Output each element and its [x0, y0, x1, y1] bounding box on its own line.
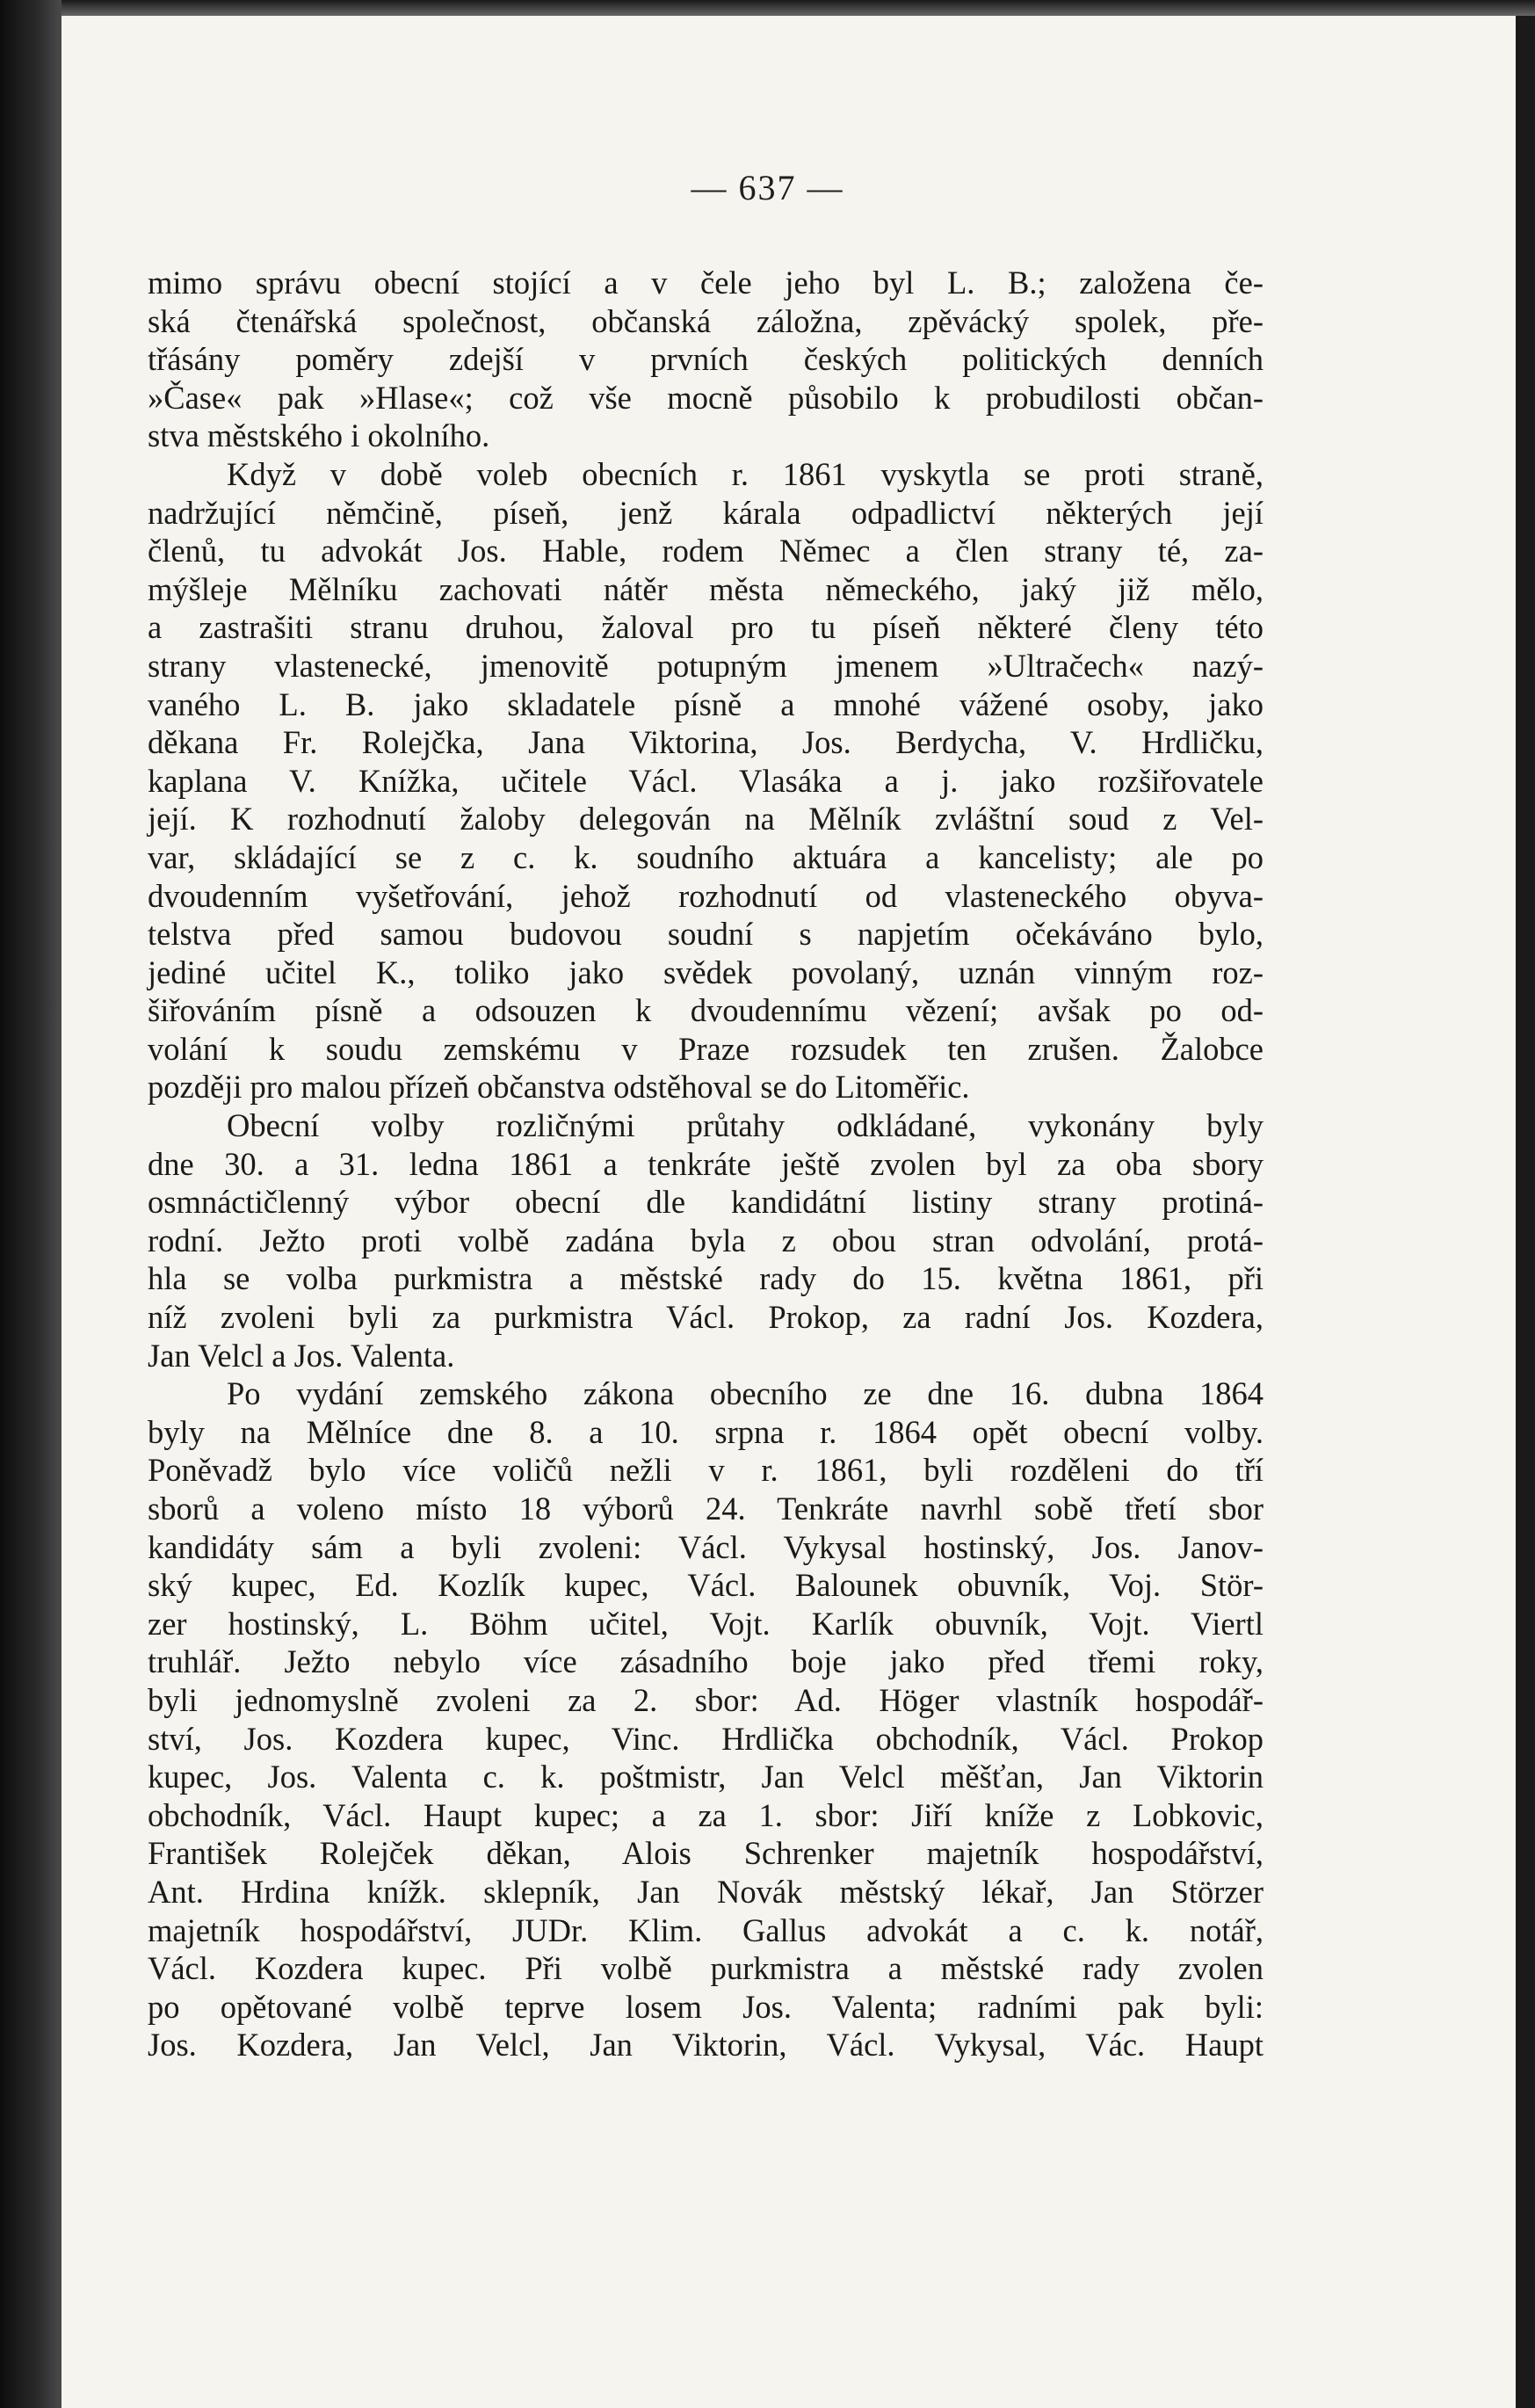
text-line: ský kupec, Ed. Kozlík kupec, Václ. Balounek obuvník, Voj. Stör-	[148, 1567, 1263, 1604]
text-line: Jan Velcl a Jos. Valenta.	[148, 1337, 455, 1374]
text-line: »Čase« pak »Hlase«; což vše mocně působilo k probudilosti občan-	[148, 379, 1263, 416]
text-line: majetník hospodářství, JUDr. Klim. Gallus advokát a c. k. notář,	[148, 1911, 1263, 1948]
text-line: sborů a voleno místo 18 výborů 24. Tenkráte navrhl sobě třetí sbor	[148, 1490, 1263, 1527]
text-line: Ant. Hrdina knížk. sklepník, Jan Novák městský lékař, Jan Störzer	[148, 1873, 1263, 1910]
text-line: byli jednomyslně zvoleni za 2. sbor: Ad. Höger vlastník hospodář-	[148, 1681, 1263, 1718]
text-line: ská čtenářská společnost, občanská záložna, zpěvácký spolek, pře-	[148, 302, 1263, 339]
text-line: kandidáty sám a byli zvoleni: Václ. Vykysal hostinský, Jos. Janov-	[148, 1528, 1263, 1565]
text-line: vaného L. B. jako skladatele písně a mnohé vážené osoby, jako	[148, 685, 1263, 722]
text-line: členů, tu advokát Jos. Hable, rodem Němec a člen strany té, za-	[148, 533, 1263, 569]
top-edge-shadow	[62, 0, 1535, 16]
text-line: strany vlastenecké, jmenovitě potupným jmenem »Ultračech« nazý-	[148, 647, 1263, 684]
text-line: kupec, Jos. Valenta c. k. poštmistr, Jan Velcl měšťan, Jan Viktorin	[148, 1759, 1263, 1795]
text-line: šiřováním písně a odsouzen k dvoudennímu vězení; avšak po od-	[148, 992, 1263, 1029]
text-line: ství, Jos. Kozdera kupec, Vinc. Hrdlička obchodník, Václ. Prokop	[148, 1720, 1263, 1757]
text-line: dne 30. a 31. ledna 1861 a tenkráte ještě zvolen byl za oba sbory	[148, 1145, 1263, 1182]
text-line: obchodník, Václ. Haupt kupec; a za 1. sbor: Jiří kníže z Lobkovic,	[148, 1796, 1263, 1833]
text-line: rodní. Ježto proti volbě zadána byla z obou stran odvolání, protá-	[148, 1222, 1263, 1258]
text-line: Po vydání zemského zákona obecního ze dne 16. dubna 1864	[227, 1375, 1263, 1412]
text-line: var, skládající se z c. k. soudního aktuára a kancelisty; ale po	[148, 838, 1263, 875]
text-line: a zastrašiti stranu druhou, žaloval pro tu píseň některé členy této	[148, 609, 1263, 646]
text-line: dvoudenním vyšetřování, jehož rozhodnutí od vlasteneckého obyva-	[148, 877, 1263, 914]
page-number: — 637 —	[691, 168, 844, 207]
text-line: Václ. Kozdera kupec. Při volbě purkmistra a městské rady zvolen	[148, 1950, 1263, 1987]
text-line: nadržující němčině, píseň, jenž kárala odpadlictví některých její	[148, 494, 1263, 531]
text-line: stva městského i okolního.	[148, 417, 490, 454]
text-line: Jos. Kozdera, Jan Velcl, Jan Viktorin, Václ. Vykysal, Vác. Haupt	[148, 2027, 1263, 2063]
text-line: František Rolejček děkan, Alois Schrenker majetník hospodářství,	[148, 1835, 1263, 1872]
text-line: truhlář. Ježto nebylo více zásadního boje jako před třemi roky,	[148, 1643, 1263, 1680]
text-line: děkana Fr. Rolejčka, Jana Viktorina, Jos. Berdycha, V. Hrdličku,	[148, 724, 1263, 761]
text-line: její. K rozhodnutí žaloby delegován na Mělník zvláštní soud z Vel-	[148, 801, 1263, 838]
text-line: osmnáctičlenný výbor obecní dle kandidátní listiny strany protiná-	[148, 1184, 1263, 1221]
text-line: jediné učitel K., toliko jako svědek povolaný, uznán vinným roz-	[148, 954, 1263, 990]
book-spine-shadow	[0, 0, 62, 2408]
text-line: zer hostinský, L. Böhm učitel, Vojt. Karlík obuvník, Vojt. Viertl	[148, 1605, 1263, 1642]
body-text	[148, 264, 1263, 2064]
text-line: Když v době voleb obecních r. 1861 vyskytla se proti straně,	[227, 455, 1263, 492]
text-line: kaplana V. Knížka, učitele Václ. Vlasáka a j. jako rozšiřovatele	[148, 762, 1263, 799]
text-line: mimo správu obecní stojící a v čele jeho byl L. B.; založena če-	[148, 265, 1263, 301]
text-line: později pro malou přízeň občanstva odstěhoval se do Litoměřic.	[148, 1069, 970, 1106]
text-line: telstva před samou budovou soudní s napjetím očekáváno bylo,	[148, 916, 1263, 953]
text-line: hla se volba purkmistra a městské rady do 15. května 1861, při	[148, 1260, 1263, 1297]
text-line: mýšleje Mělníku zachovati nátěr města německého, jaký již mělo,	[148, 570, 1263, 607]
text-line: byly na Mělníce dne 8. a 10. srpna r. 1864 opět obecní volby.	[148, 1413, 1263, 1450]
text-line: třásány poměry zdejší v prvních českých politických denních	[148, 341, 1263, 378]
text-line: Obecní volby rozličnými průtahy odkládané, vykonány byly	[227, 1107, 1263, 1144]
text-line: Poněvadž bylo více voličů nežli v r. 1861, byli rozděleni do tří	[148, 1452, 1263, 1489]
text-line: níž zvoleni byli za purkmistra Václ. Prokop, za radní Jos. Kozdera,	[148, 1299, 1263, 1336]
text-line: volání k soudu zemskému v Praze rozsudek ten zrušen. Žalobce	[148, 1030, 1263, 1067]
text-line: po opětované volbě teprve losem Jos. Valenta; radními pak byli:	[148, 1988, 1263, 2025]
